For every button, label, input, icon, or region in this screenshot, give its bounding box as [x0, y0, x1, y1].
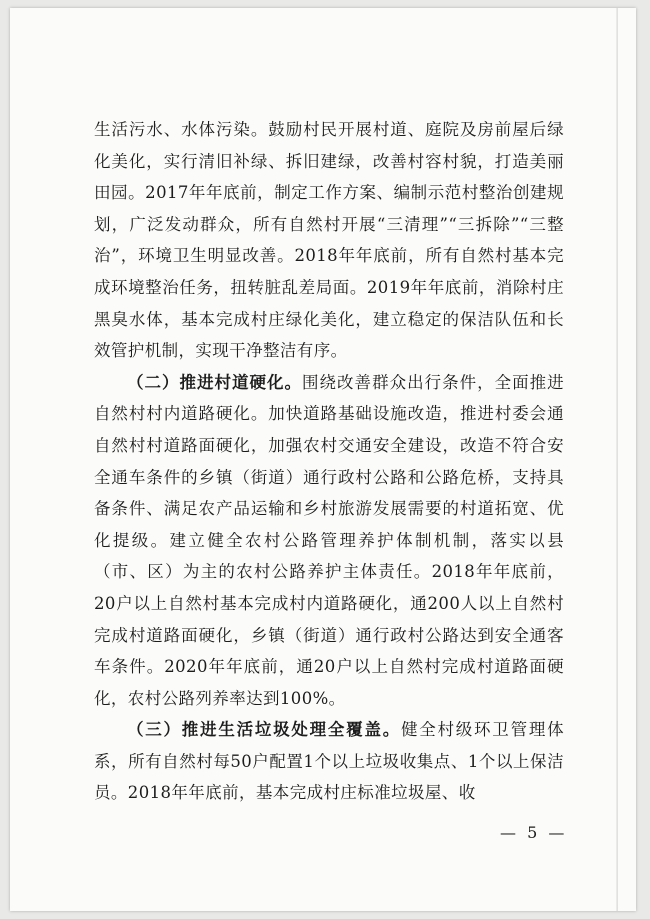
paragraph-1-text: 生活污水、水体污染。鼓励村民开展村道、庭院及房前屋后绿化美化，实行清旧补绿、拆旧建绿，改善村容村貌，打造美丽田园。2017年年底前，制定工作方案、编制示范村整治创建规划，广泛发动群众，所有自然村开展“三清理”“三拆除”“三整治”，环境卫生明显改善。2018年年底前，所有自然村基本完成环境整治任务，扭转脏乱差局面。2019年年底前，消除村庄黑臭水体，基本完成村庄绿化美化，建立稳定的保洁队伍和长效管护机制，实现干净整洁有序。 [94, 120, 564, 361]
paragraph-1 [94, 114, 564, 367]
paragraph-3-heading: （三）推进生活垃圾处理全覆盖。 [127, 720, 401, 740]
paragraph-3-text: 健全村级环卫管理体系，所有自然村每50户配置1个以上垃圾收集点、1个以上保洁员。2018年年底前，基本完成村庄标准垃圾屋、收 [94, 720, 565, 803]
document-page [10, 8, 636, 911]
paragraph-2-heading: （二）推进村道硬化。 [127, 372, 303, 392]
body-text [94, 114, 564, 809]
paragraph-2-text: 围绕改善群众出行条件，全面推进自然村村内道路硬化。加快道路基础设施改造，推进村委会通自然村村道路面硬化，加强农村交通安全建设，改造不符合安全通车条件的乡镇（街道）通行政村公路和公路危桥，支持具备条件、满足农产品运输和乡村旅游发展需要的村道拓宽、优化提级。建立健全农村公路管理养护体制机制，落实以县（市、区）为主的农村公路养护主体责任。2018年年底前，20户以上自然村基本完成村内道路硬化，通200人以上自然村完成村道路面硬化，乡镇（街道）通行政村公路达到安全通客车条件。2020年年底前，通20户以上自然村完成村道路面硬化，农村公路列养率达到100%。 [94, 372, 565, 708]
page-fold-shadow [616, 8, 618, 911]
paragraph-2 [94, 367, 564, 715]
paragraph-3 [94, 714, 564, 809]
page-number: — 5 — [500, 823, 568, 842]
